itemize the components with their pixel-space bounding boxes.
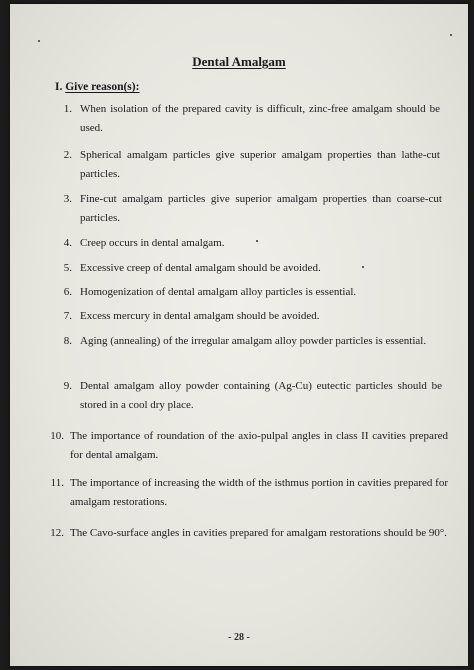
item-text: The importance of increasing the width of the isthmus portion in cavities prepared for amalgam restorations.	[70, 477, 448, 508]
document-page	[10, 4, 468, 666]
page-title-text: Dental Amalgam	[192, 54, 286, 69]
item-number: 8.	[63, 335, 72, 347]
item-number: 7.	[63, 310, 72, 322]
item-number: 1.	[63, 103, 72, 115]
item-number: 9.	[63, 380, 72, 392]
item-text: Dental amalgam alloy powder containing (Ag-Cu) eutectic particles should be stored in a cool dry place.	[80, 380, 442, 411]
item-text: The importance of roundation of the axio-pulpal angles in class II cavities prepared for dental amalgam.	[70, 430, 448, 461]
item-text: Excess mercury in dental amalgam should be avoided.	[80, 310, 320, 322]
item-number: 10.	[50, 430, 64, 442]
section-numeral: I.	[55, 81, 63, 93]
item-text: Creep occurs in dental amalgam.	[80, 237, 225, 249]
section-heading	[55, 81, 139, 93]
section-heading-text: Give reason(s):	[65, 81, 140, 93]
item-number: 11.	[50, 477, 64, 489]
item-number: 12.	[50, 527, 64, 539]
item-number: 4.	[63, 237, 72, 249]
item-number: 3.	[63, 193, 72, 205]
item-text: Excessive creep of dental amalgam should be avoided.	[80, 262, 321, 274]
speck	[256, 240, 258, 242]
item-text: Fine-cut amalgam particles give superior amalgam properties than coarse-cut particles.	[80, 193, 442, 224]
page-title	[10, 54, 468, 70]
item-number: 5.	[63, 262, 72, 274]
speck	[38, 40, 40, 42]
item-text: When isolation of the prepared cavity is difficult, zinc-free amalgam should be used.	[80, 103, 440, 134]
page-number: - 28 -	[228, 632, 250, 643]
item-text: Aging (annealing) of the irregular amalgam alloy powder particles is essential.	[80, 335, 427, 347]
speck	[450, 34, 452, 36]
item-text: Spherical amalgam particles give superior amalgam properties than lathe-cut particles.	[80, 149, 440, 180]
speck	[362, 266, 364, 268]
item-number: 6.	[63, 286, 72, 298]
item-text: The Cavo-surface angles in cavities prepared for amalgam restorations should be 90°.	[70, 527, 448, 539]
item-text: Homogenization of dental amalgam alloy particles is essential.	[80, 286, 357, 298]
item-number: 2.	[63, 149, 72, 161]
